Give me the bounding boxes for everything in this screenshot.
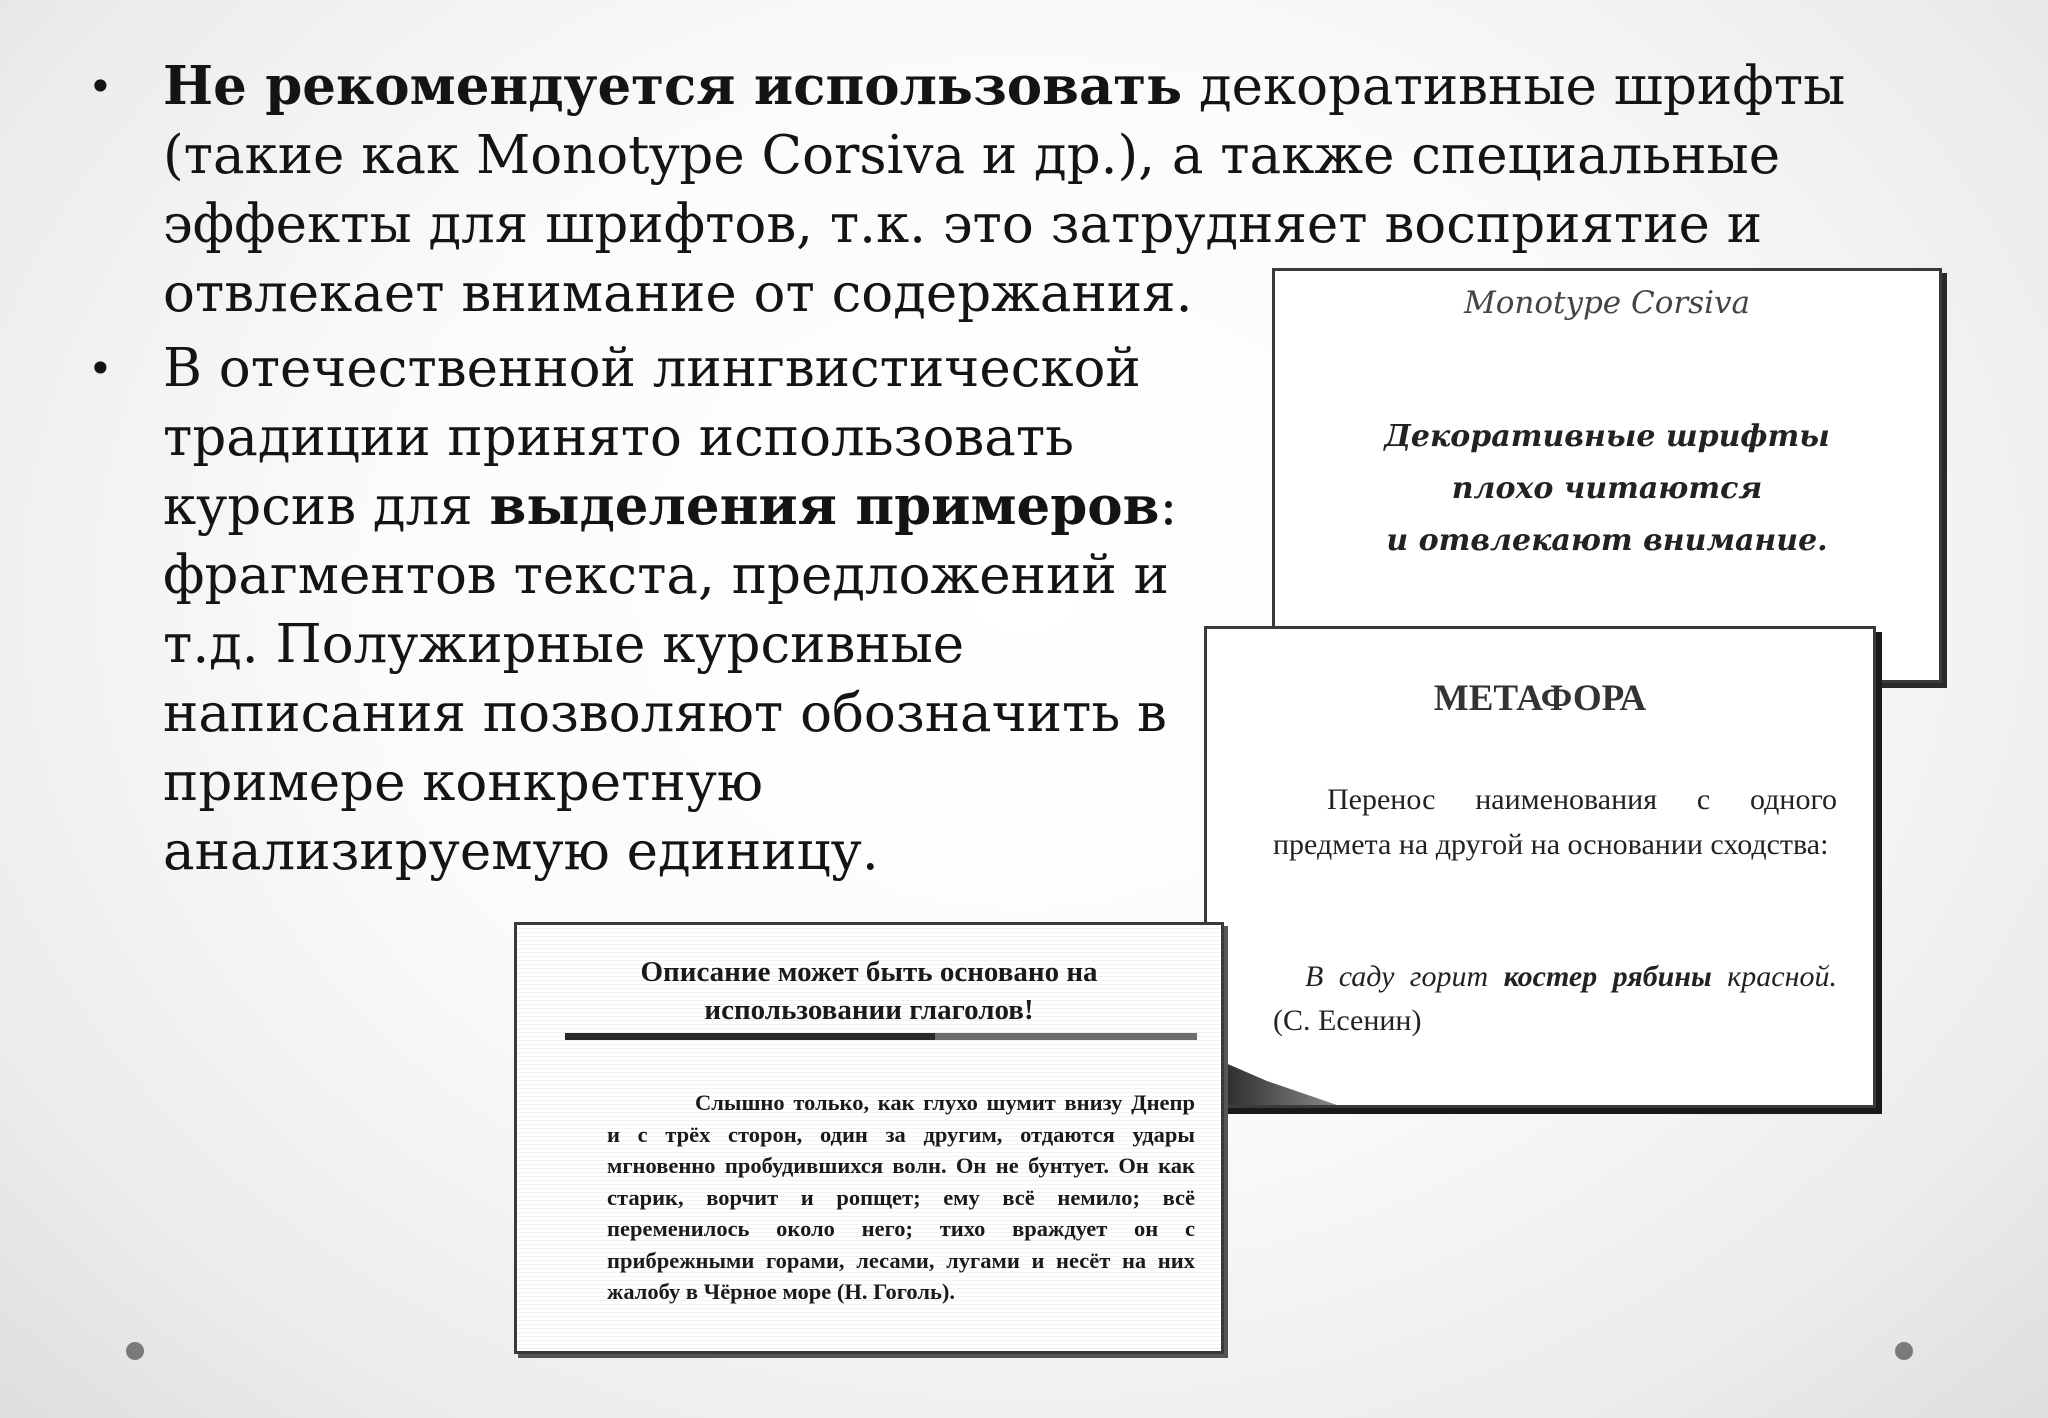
bullet-dot: •: [88, 62, 113, 111]
bullet-1-line-4: отвлекает внимание от содержания.: [163, 263, 1193, 324]
bullet-dot: •: [88, 344, 113, 393]
example-italic-2: красной.: [1727, 960, 1837, 993]
card-mono-line-3: и отвлекают внимание.: [1386, 523, 1828, 558]
slide-corner-dot-right: [1895, 1342, 1913, 1360]
card-mono-line-1: Декоративные шрифты: [1384, 419, 1830, 454]
bullet-2-line-4: фрагментов текста, предложений и: [163, 545, 1169, 606]
bullet-2-line-2: традиции принято использовать: [163, 407, 1074, 468]
card-mono-line-2: плохо читаются: [1451, 471, 1763, 506]
example-bold-italic: костер рябины: [1503, 960, 1712, 993]
card-metafora-definition: Перенос наименования с одного предмета на другой на основании сходства:: [1273, 783, 1837, 861]
bullet-1-line-3: эффекты для шрифтов, т.к. это затрудняет восприятие и: [163, 194, 1763, 255]
example-card-gogol-description: [514, 922, 1224, 1354]
bullet-2-line-5: т.д. Полужирные курсивные: [163, 614, 965, 675]
title-underline-bar-dark: [565, 1033, 935, 1040]
card-gogol-title-line-1: Описание может быть основано на: [640, 956, 1098, 988]
slide-corner-dot-left: [126, 1342, 144, 1360]
bullet-2-line-1: В отечественной лингвистической: [163, 338, 1141, 399]
card-metafora-example: [1273, 955, 1837, 1043]
bullet-2-line-3-pre: курсив для: [163, 476, 490, 537]
bullet-2-line-3-post: :: [1159, 476, 1178, 537]
bullet-1-line-2: (такие как Monotype Corsiva и др.), а также специальные: [163, 125, 1781, 186]
card-mono-title: Monotype Corsiva: [1463, 285, 1751, 321]
card-gogol-text: Слышно только, как глухо шумит внизу Днепр и с трёх сторон, один за другим, отдаются удары мгновенно пробудившихся волн. Он не бунтует. Он как старик, ворчит и ропщет; ему всё немило; всё переменилось около него; тихо враждует он с прибрежными горами, лесами, лугами и несёт на них жалобу в Чёрное море (Н. Гоголь).: [607, 1090, 1195, 1304]
card-gogol-title-line-2: использовании глаголов!: [704, 994, 1034, 1026]
bullet-2-line-3-bold: выделения примеров: [489, 475, 1160, 537]
card-corner-decoration: [1207, 1055, 1337, 1105]
bullet-2-line-8: анализируемую единицу.: [163, 821, 879, 882]
card-metafora-title: МЕТАФОРА: [1433, 678, 1647, 719]
bullet-1-bold: Не рекомендуется использовать: [163, 55, 1183, 117]
example-source: (С. Есенин): [1273, 1004, 1422, 1037]
example-card-metafora: [1204, 626, 1876, 1108]
bullet-1-line-1: декоративные шрифты: [1182, 56, 1846, 117]
bullet-2-line-6: написания позволяют обозначить в: [163, 683, 1167, 744]
bullet-2-line-7: примере конкретную: [163, 752, 764, 813]
example-card-monotype-corsiva: [1272, 268, 1942, 683]
example-italic-1: В саду горит: [1305, 960, 1489, 993]
card-mono-text: [1275, 411, 1939, 567]
card-gogol-title: [517, 953, 1221, 1029]
bullet-item-italic-examples: [88, 334, 1253, 886]
